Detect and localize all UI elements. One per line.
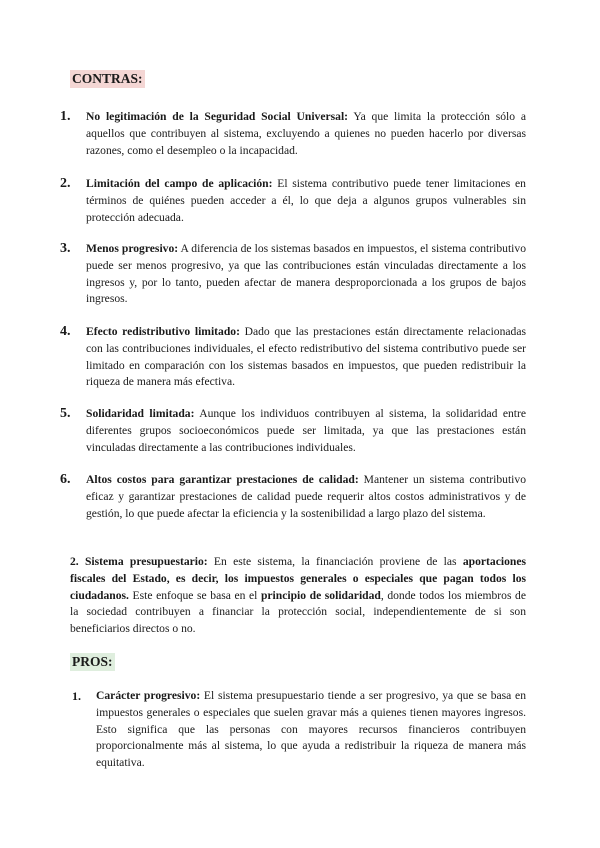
item-title: Altos costos para garantizar prestaciones de calidad: xyxy=(86,473,359,486)
paragraph-text: En este sistema, la financiación proviene de las xyxy=(207,555,463,568)
item-text: El sistema contributivo puede tener limitaciones en términos de quiénes pueden acceder a él, lo que deja a algunos grupos vulnerables sin protección adecuada. xyxy=(86,177,526,224)
item-text: Aunque los individuos contribuyen al sistema, la solidaridad entre diferentes grupos socioeconómicos puede ser limitada, ya que las prestaciones están vinculadas directamente a las contribuciones individuales. xyxy=(86,407,526,454)
item-number: 1. xyxy=(72,689,81,703)
item-number: 5. xyxy=(60,406,71,421)
item-title: Efecto redistributivo limitado: xyxy=(86,325,240,338)
contra-item-4 xyxy=(60,324,526,391)
pros-heading: PROS: xyxy=(72,654,113,669)
item-text: A diferencia de los sistemas basados en impuestos, el sistema contributivo puede ser menos progresivo, ya que las contribuciones están vinculadas directamente a los ingresos y, por lo tanto, pueden afectar de manera desproporcionada a los grupos de bajos ingresos. xyxy=(86,242,526,306)
item-text: Dado que las prestaciones están directamente relacionadas con las contribuciones individuales, el efecto redistributivo del sistema contributivo puede ser limitado en comparación con los sistemas basados en impuestos, que pueden redistribuir la riqueza de manera más efectiva. xyxy=(86,325,526,389)
contras-heading: CONTRAS: xyxy=(72,71,143,86)
item-title: Limitación del campo de aplicación: xyxy=(86,177,273,190)
paragraph-text: Este enfoque se basa en el xyxy=(128,588,261,602)
pro-item-1 xyxy=(72,688,526,772)
item-title: Solidaridad limitada: xyxy=(86,407,195,420)
paragraph-text: , donde todos los miembros de la sociedad contribuyen a financiar la protección social, independientemente de si son beneficiarios directos o no. xyxy=(70,588,526,636)
contra-item-6 xyxy=(60,472,526,522)
item-title: No legitimación de la Seguridad Social Universal: xyxy=(86,110,349,123)
item-number: 2. xyxy=(60,176,71,191)
item-number: 3. xyxy=(60,241,71,256)
contra-item-2 xyxy=(60,176,526,226)
item-text: El sistema presupuestario tiende a ser progresivo, ya que se basa en impuestos generales o especiales que suelen gravar más a quienes tienen mayores ingresos. Esto significa que las personas con mayores recursos financieros contribuyen proporcionalmente más al sistema, lo que ayuda a redistribuir la riqueza de manera más equitativa. xyxy=(96,689,526,770)
paragraph-bold: aportaciones fiscales del Estado, es decir, los impuestos generales o especiales que pagan todos los ciudadanos. xyxy=(70,555,526,602)
item-number: 1. xyxy=(60,109,71,124)
item-number: 6. xyxy=(60,472,71,487)
item-text: Ya que limita la protección sólo a aquellos que contribuyen al sistema, excluyendo a quienes no pueden hacerlo por diversas razones, como el desempleo o la incapacidad. xyxy=(86,110,526,157)
item-text: Mantener un sistema contributivo eficaz y garantizar prestaciones de calidad puede requerir altos costos administrativos y de gestión, lo que puede afectar la eficiencia y la sostenibilidad a largo plazo del sistema. xyxy=(86,473,526,520)
contra-item-3 xyxy=(60,241,526,308)
paragraph-bold: principio de solidaridad xyxy=(260,588,381,602)
contra-item-1 xyxy=(60,109,526,159)
contra-item-5 xyxy=(60,406,526,456)
item-title: Menos progresivo: xyxy=(86,242,179,255)
item-number: 4. xyxy=(60,324,71,339)
sistema-presupuestario-paragraph xyxy=(70,554,526,638)
section-title: 2. Sistema presupuestario: xyxy=(70,555,208,568)
item-title: Carácter progresivo: xyxy=(96,689,201,702)
